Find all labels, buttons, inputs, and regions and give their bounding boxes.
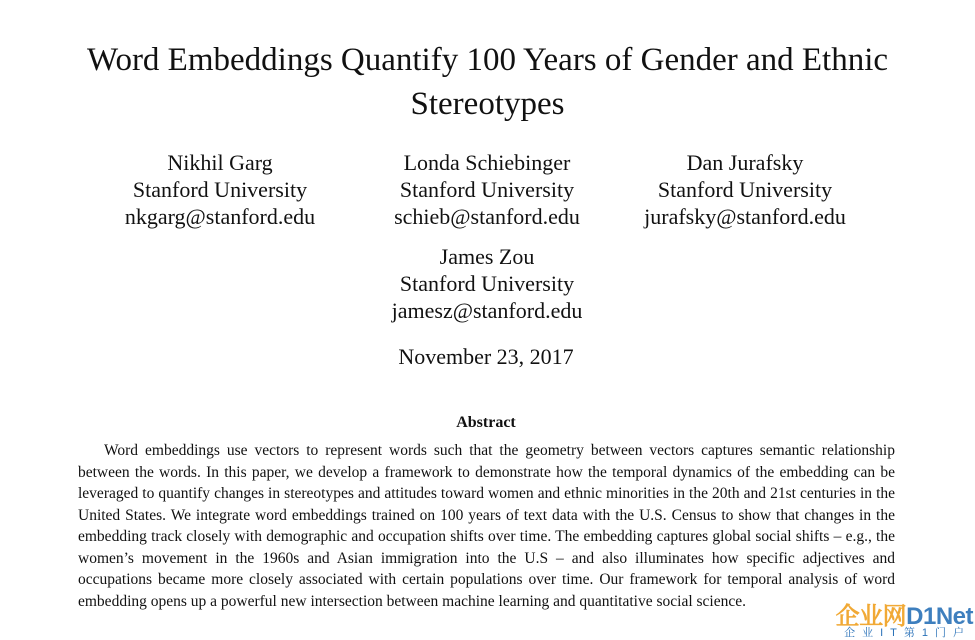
author-block [356,243,618,324]
author-name: James Zou [439,244,535,269]
author-name: Londa Schiebinger [403,150,571,175]
abstract-body: Word embeddings use vectors to represent words such that the geometry between vectors captures semantic relationship between the words. In this paper, we develop a framework to demonstrate how the temporal dynamics of the embedding can be leveraged to quantify changes in stereotypes and attitudes toward women and ethnic minorities in the 20th and 21st centuries in the United States. We integrate word embeddings trained on 100 years of text data with the U.S. Census to show that changes in the embedding track closely with demographic and occupation shifts over time. The embedding captures global social shifts – e.g., the women’s movement in the 1960s and Asian immigration into the U.S – and also illuminates how specific adjectives and occupations became more closely associated with certain populations over time. Our framework for temporal analysis of word embedding opens up a powerful new intersection between machine learning and quantitative social science. [78,442,895,610]
author-email: jamesz@stanford.edu [391,298,583,323]
author-name: Dan Jurafsky [686,150,804,175]
author-email: nkgarg@stanford.edu [124,204,316,229]
author-email: jurafsky@stanford.edu [644,204,846,229]
author-name: Nikhil Garg [167,150,273,175]
author-affiliation: Stanford University [657,177,833,202]
author-affiliation: Stanford University [132,177,308,202]
abstract-heading: Abstract [456,414,516,431]
author-block [356,149,618,230]
author-email: schieb@stanford.edu [394,204,580,229]
publication-date: November 23, 2017 [398,344,574,369]
author-block [620,149,870,230]
author-affiliation: Stanford University [399,271,575,296]
watermark-main-en: D1Net [906,603,973,630]
author-affiliation: Stanford University [399,177,575,202]
author-block [95,149,345,230]
watermark-main-cn: 企业网 [835,603,907,630]
watermark-sub: 企业IT第1门户 [844,627,971,639]
paper-title: Word Embeddings Quantify 100 Years of Gender and Ethnic Stereotypes [86,42,889,122]
